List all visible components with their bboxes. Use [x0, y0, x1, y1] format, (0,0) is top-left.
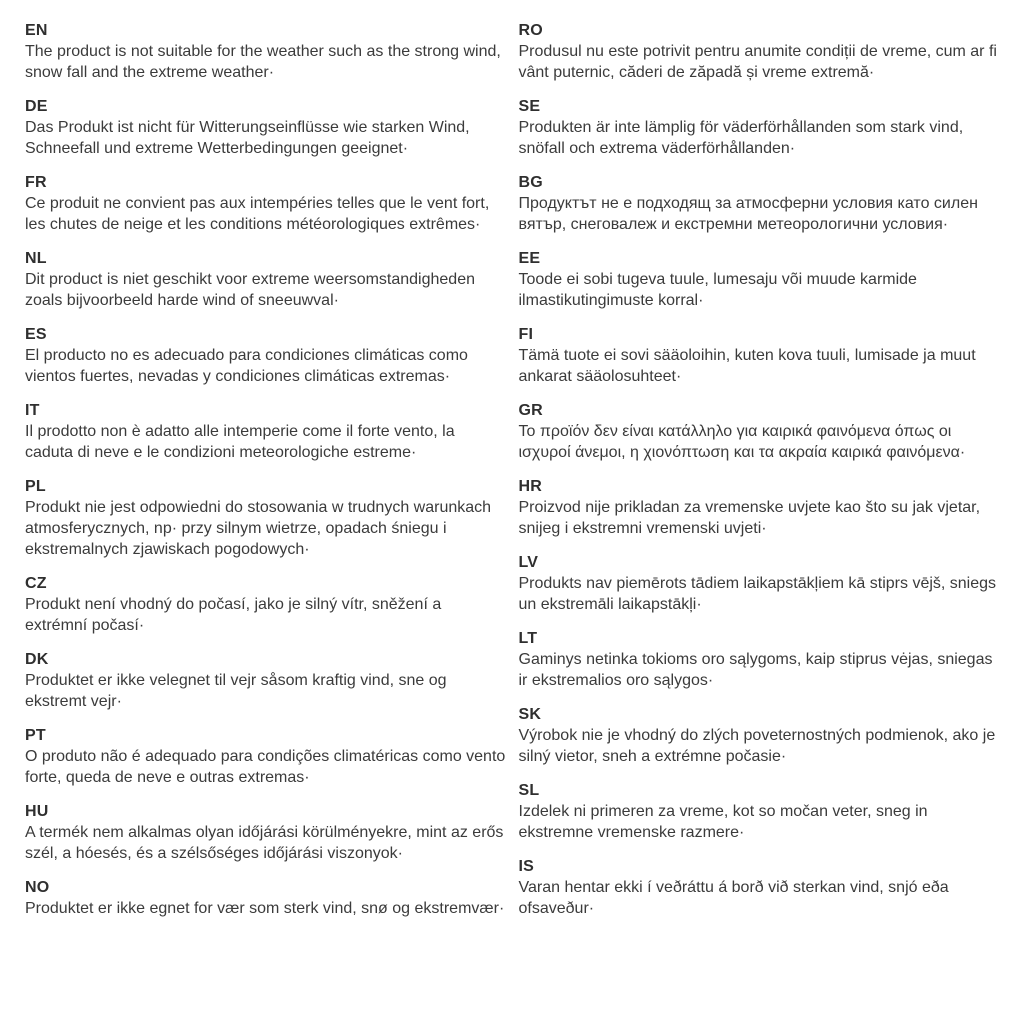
language-section — [25, 801, 507, 864]
language-code: SE — [518, 98, 541, 115]
language-section — [519, 704, 1001, 767]
warning-text: Toode ei sobi tugeva tuule, lumesaju või muude karmide ilmastikutingimuste korral· — [518, 271, 917, 309]
language-code: GR — [518, 402, 543, 419]
language-section — [519, 552, 1001, 615]
language-code: LT — [518, 630, 538, 647]
warning-text: Produktet er ikke velegnet til vejr såsom kraftig vind, sne og ekstremt vejr· — [25, 672, 447, 710]
language-code: ES — [25, 326, 47, 343]
warning-text: Varan hentar ekki í veðráttu á borð við sterkan vind, snjó eða ofsaveður· — [518, 879, 949, 917]
warning-text: Продуктът не е подходящ за атмосферни условия като силен вятър, снеговалеж и екстремни метеорологични условия· — [518, 195, 978, 233]
language-code: FR — [25, 174, 47, 191]
warning-text: Produsul nu este potrivit pentru anumite condiții de vreme, cum ar fi vânt puternic, căderi de zăpadă și vreme extremă· — [518, 43, 997, 81]
language-section — [519, 400, 1001, 463]
warning-text: Produktet er ikke egnet for vær som sterk vind, snø og ekstremvær· — [25, 900, 505, 917]
language-code: SL — [518, 782, 540, 799]
language-code: RO — [518, 22, 543, 39]
warning-text: A termék nem alkalmas olyan időjárási körülményekre, mint az erős szél, a hóesés, és a szélsőséges időjárási viszonyok· — [25, 824, 504, 862]
language-section — [519, 96, 1001, 159]
language-section — [519, 248, 1001, 311]
warning-text: Ce produit ne convient pas aux intempéries telles que le vent fort, les chutes de neige et les conditions météorologiques extrêmes· — [25, 195, 490, 233]
language-code: BG — [518, 174, 543, 191]
language-section — [25, 877, 507, 919]
language-section — [25, 96, 507, 159]
language-code: EN — [25, 22, 48, 39]
warning-text: The product is not suitable for the weather such as the strong wind, snow fall and the extreme weather· — [25, 43, 501, 81]
language-section — [25, 172, 507, 235]
warning-text: El producto no es adecuado para condiciones climáticas como vientos fuertes, nevadas y condiciones climáticas extremas· — [25, 347, 468, 385]
language-code: NL — [25, 250, 47, 267]
warning-text: Il prodotto non è adatto alle intemperie come il forte vento, la caduta di neve e le condizioni meteorologiche estreme· — [25, 423, 455, 461]
warning-text: Το προϊόν δεν είναι κατάλληλο για καιρικά φαινόμενα όπως οι ισχυροί άνεμοι, η χιονόπτωση και τα ακραία καιρικά φαινόμενα· — [518, 423, 966, 461]
language-code: IS — [518, 858, 535, 875]
warning-text: Produkten är inte lämplig för väderförhållanden som stark vind, snöfall och extrema väderförhållanden· — [518, 119, 964, 157]
warning-text: Produkt není vhodný do počasí, jako je silný vítr, sněžení a extrémní počasí· — [25, 596, 442, 634]
language-code: NO — [25, 879, 50, 896]
warning-text: Das Produkt ist nicht für Witterungseinflüsse wie starken Wind, Schneefall und extreme Wetterbedingungen geeignet· — [25, 119, 470, 157]
language-code: HR — [518, 478, 543, 495]
language-code: PL — [25, 478, 46, 495]
warning-text: Tämä tuote ei sovi sääoloihin, kuten kova tuuli, lumisade ja muut ankarat sääolosuhteet· — [518, 347, 976, 385]
language-section — [519, 628, 1001, 691]
language-code: EE — [518, 250, 541, 267]
warning-text: Výrobok nie je vhodný do zlých poveternostných podmienok, ako je silný vietor, sneh a extrémne počasie· — [518, 727, 996, 765]
right-column — [519, 20, 1001, 1008]
language-section — [25, 573, 507, 636]
language-code: HU — [25, 803, 49, 820]
left-column — [25, 20, 507, 1008]
language-section — [25, 400, 507, 463]
warning-text: Dit product is niet geschikt voor extreme weersomstandigheden zoals bijvoorbeeld harde wind of sneeuwval· — [25, 271, 475, 309]
language-code: CZ — [25, 575, 47, 592]
warning-text: Produkts nav piemērots tādiem laikapstākļiem kā stiprs vējš, sniegs un ekstremāli laikapstākļi· — [518, 575, 997, 613]
warning-text: Gaminys netinka tokioms oro sąlygoms, kaip stiprus vėjas, sniegas ir ekstremalios oro sąlygos· — [518, 651, 993, 689]
language-code: SK — [518, 706, 542, 723]
language-section — [519, 476, 1001, 539]
warning-text: Produkt nie jest odpowiedni do stosowania w trudnych warunkach atmosferycznych, np· przy silnym wietrze, opadach śniegu i ekstremalnych zjawiskach pogodowych· — [25, 499, 492, 558]
warning-text: Izdelek ni primeren za vreme, kot so močan veter, sneg in ekstremne vremenske razmere· — [518, 803, 928, 841]
language-code: FI — [518, 326, 534, 343]
language-section — [519, 20, 1001, 83]
language-section — [25, 725, 507, 788]
language-code: DE — [25, 98, 48, 115]
language-section — [25, 20, 507, 83]
language-code: IT — [25, 402, 40, 419]
warning-text: O produto não é adequado para condições climatéricas como vento forte, queda de neve e outras extremas· — [25, 748, 506, 786]
language-code: PT — [25, 727, 46, 744]
warning-text: Proizvod nije prikladan za vremenske uvjete kao što su jak vjetar, snijeg i ekstremni vremenski uvjeti· — [518, 499, 981, 537]
language-section — [519, 780, 1001, 843]
language-section — [25, 476, 507, 560]
language-code: DK — [25, 651, 49, 668]
language-section — [519, 172, 1001, 235]
language-section — [519, 324, 1001, 387]
language-section — [25, 324, 507, 387]
language-code: LV — [518, 554, 539, 571]
language-section — [519, 856, 1001, 919]
language-section — [25, 649, 507, 712]
language-section — [25, 248, 507, 311]
